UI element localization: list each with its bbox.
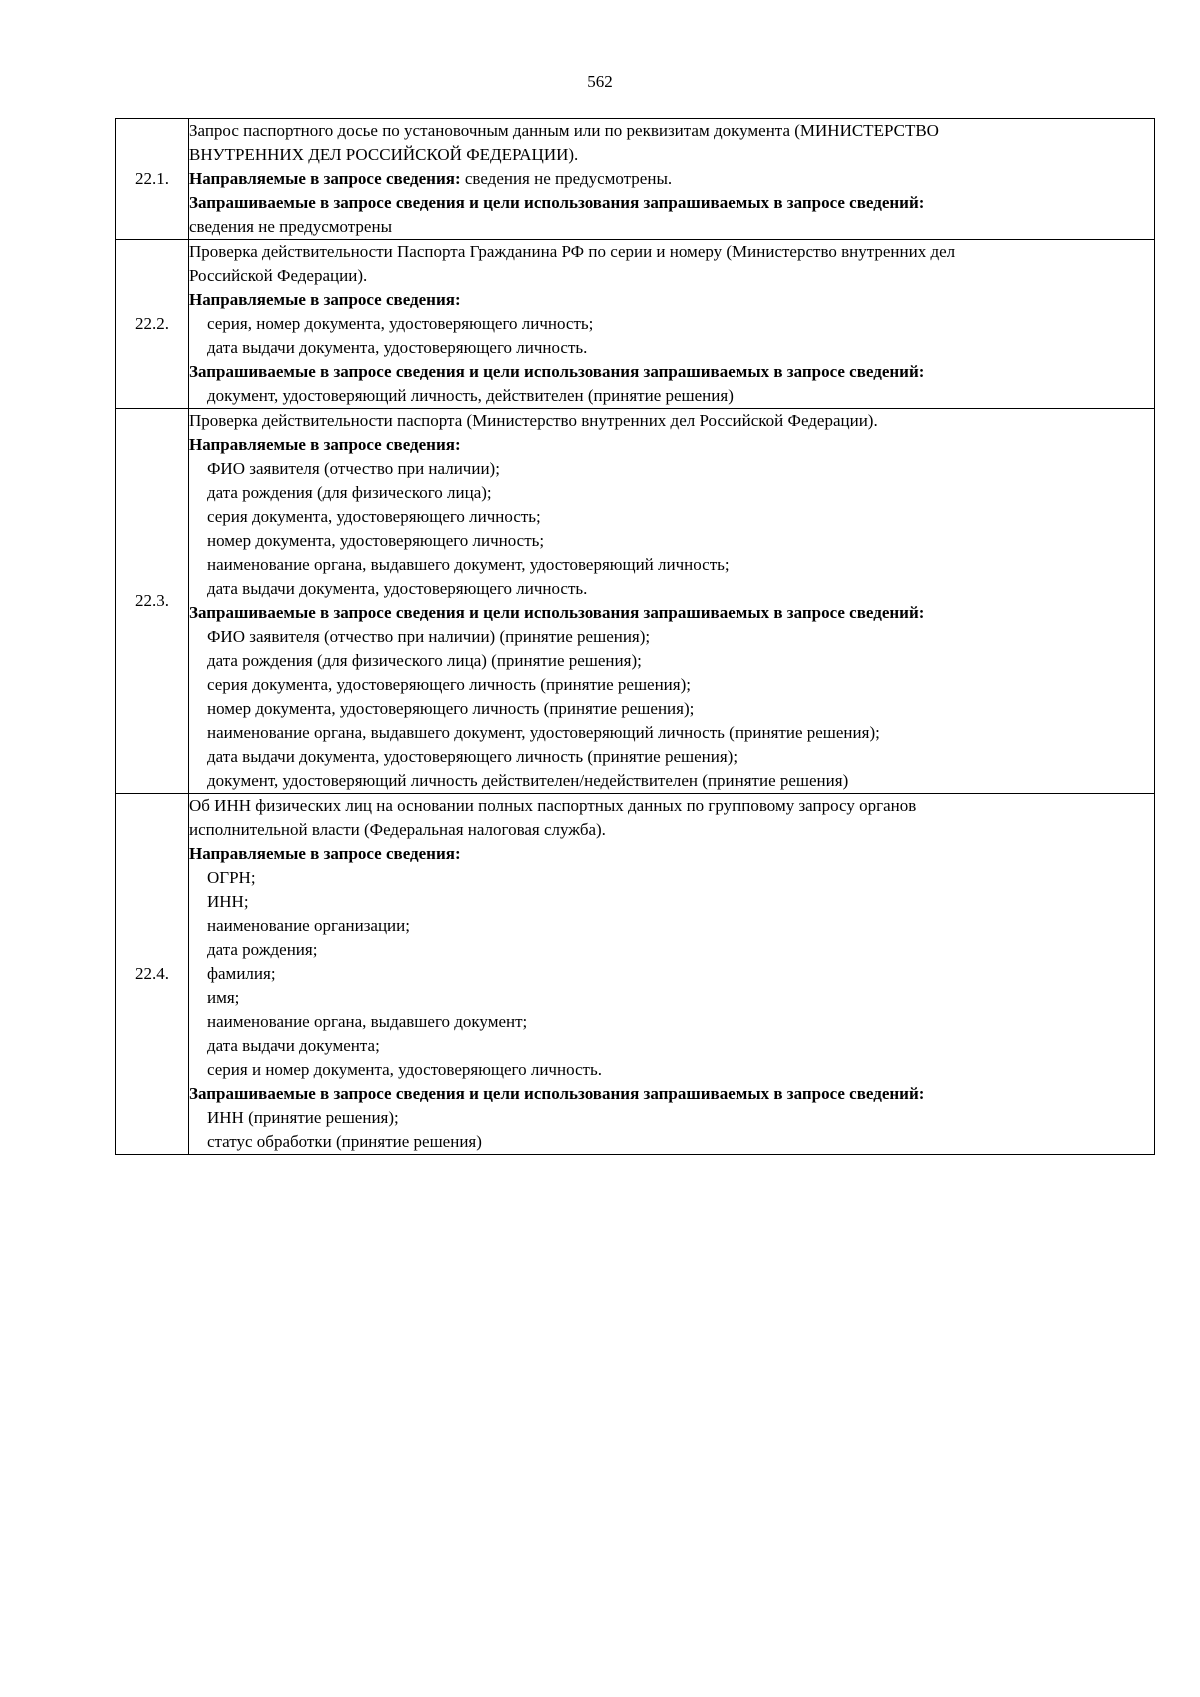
table-row (116, 794, 1155, 1155)
row-content (189, 794, 1155, 1155)
requests-table (115, 118, 1155, 1155)
table-row (116, 240, 1155, 409)
list-item: наименование органа, выдавшего документ; (207, 1012, 528, 1031)
list-item: дата рождения (для физического лица); (207, 483, 492, 502)
content-line (189, 167, 1154, 191)
section-heading: Направляемые в запросе сведения: (189, 290, 461, 309)
line-label: Направляемые в запросе сведения: (189, 169, 465, 188)
list-item: дата выдачи документа, удостоверяющего личность. (207, 338, 588, 357)
content-line: сведения не предусмотрены (189, 217, 392, 236)
list-item: ИНН; (207, 892, 249, 911)
row-content (189, 119, 1155, 240)
list-item: фамилия; (207, 964, 276, 983)
list-item: дата рождения; (207, 940, 318, 959)
table-row (116, 119, 1155, 240)
list-item: номер документа, удостоверяющего личность; (207, 531, 545, 550)
content-line: Проверка действительности Паспорта Гражданина РФ по серии и номеру (Министерство внутренних дел (189, 242, 956, 261)
list-item: дата выдачи документа; (207, 1036, 380, 1055)
list-item: документ, удостоверяющий личность, действителен (принятие решения) (207, 386, 734, 405)
content-line: Запрос паспортного досье по установочным данным или по реквизитам документа (МИНИСТЕРСТВО (189, 121, 939, 140)
page-number: 562 (587, 72, 613, 91)
list-item: ФИО заявителя (отчество при наличии); (207, 459, 500, 478)
row-number: 22.3. (116, 409, 189, 794)
section-heading: Направляемые в запросе сведения: (189, 844, 461, 863)
list-item: имя; (207, 988, 240, 1007)
row-number: 22.4. (116, 794, 189, 1155)
list-item: номер документа, удостоверяющего личность (принятие решения); (207, 699, 695, 718)
section-heading: Направляемые в запросе сведения: (189, 435, 461, 454)
list-item: ИНН (принятие решения); (207, 1108, 399, 1127)
list-item: наименование органа, выдавшего документ, удостоверяющий личность; (207, 555, 730, 574)
list-item: серия, номер документа, удостоверяющего личность; (207, 314, 594, 333)
content-line: Российской Федерации). (189, 266, 368, 285)
section-heading: Запрашиваемые в запросе сведения и цели использования запрашиваемых в запросе сведений: (189, 603, 925, 622)
line-value: сведения не предусмотрены. (464, 169, 673, 188)
row-content (189, 409, 1155, 794)
list-item: дата выдачи документа, удостоверяющего личность (принятие решения); (207, 747, 739, 766)
list-item: серия и номер документа, удостоверяющего личность. (207, 1060, 602, 1079)
content-line: ВНУТРЕННИХ ДЕЛ РОССИЙСКОЙ ФЕДЕРАЦИИ). (189, 145, 579, 164)
table-row (116, 409, 1155, 794)
list-item: серия документа, удостоверяющего личность (принятие решения); (207, 675, 691, 694)
content-line: исполнительной власти (Федеральная налоговая служба). (189, 820, 606, 839)
row-content (189, 240, 1155, 409)
section-heading: Запрашиваемые в запросе сведения и цели использования запрашиваемых в запросе сведений: (189, 193, 925, 212)
row-number: 22.2. (116, 240, 189, 409)
list-item: дата рождения (для физического лица) (принятие решения); (207, 651, 642, 670)
list-item: дата выдачи документа, удостоверяющего личность. (207, 579, 588, 598)
list-item: статус обработки (принятие решения) (207, 1132, 482, 1151)
section-heading: Запрашиваемые в запросе сведения и цели использования запрашиваемых в запросе сведений: (189, 362, 925, 381)
list-item: ОГРН; (207, 868, 256, 887)
content-line: Об ИНН физических лиц на основании полных паспортных данных по групповому запросу органов (189, 796, 917, 815)
list-item: серия документа, удостоверяющего личность; (207, 507, 541, 526)
list-item: наименование органа, выдавшего документ, удостоверяющий личность (принятие решения); (207, 723, 880, 742)
content-line: Проверка действительности паспорта (Министерство внутренних дел Российской Федерации). (189, 411, 878, 430)
list-item: документ, удостоверяющий личность действителен/недействителен (принятие решения) (207, 771, 849, 790)
table-body (116, 119, 1155, 1155)
list-item: наименование организации; (207, 916, 410, 935)
list-item: ФИО заявителя (отчество при наличии) (принятие решения); (207, 627, 651, 646)
section-heading: Запрашиваемые в запросе сведения и цели использования запрашиваемых в запросе сведений: (189, 1084, 925, 1103)
row-number: 22.1. (116, 119, 189, 240)
